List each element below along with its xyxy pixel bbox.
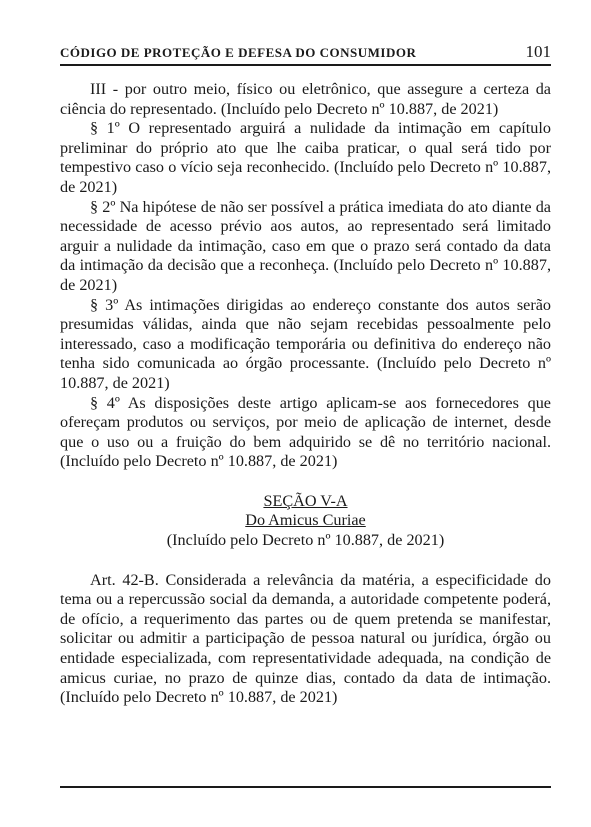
section-subheading: Do Amicus Curiae	[245, 511, 366, 530]
paragraph-art-42b: Art. 42-B. Considerada a relevância da matéria, a especificidade do tema ou a repercussão social da demanda, a autoridade competente poderá, de ofício, a requerimento das partes ou de quem pretenda se manifestar, solicitar ou admitir a participação de pessoa natural ou jurídica, órgão ou entidade especializada, com representatividade adequada, na condição de amicus curiae, no prazo de quinze dias, contado da data de intimação. (Incluído pelo Decreto nº 10.887, de 2021)	[60, 570, 551, 707]
paragraph-inciso-iii: III - por outro meio, físico ou eletrônico, que assegure a certeza da ciência do representado. (Incluído pelo Decreto nº 10.887, de 2021)	[60, 80, 551, 118]
paragraph-par-1: § 1º O representado arguirá a nulidade da intimação em capítulo preliminar do próprio ato que lhe caiba praticar, o qual será tido por tempestivo caso o vício seja reconhecido. (Incluído pelo Decreto nº 10.887, de 2021)	[60, 119, 551, 196]
page-header	[60, 42, 551, 62]
paragraph-par-2: § 2º Na hipótese de não ser possível a prática imediata do ato diante da necessidade de acesso prévio aos autos, ao representado será limitado arguir a nulidade da intimação, caso em que o prazo será contado da data da intimação da decisão que a reconheça. (Incluído pelo Decreto nº 10.887, de 2021)	[60, 197, 551, 294]
page-number: 101	[525, 42, 551, 61]
section-note: (Incluído pelo Decreto nº 10.887, de 2021)	[166, 531, 445, 550]
section-heading: SEÇÃO V-A	[263, 491, 348, 510]
paragraph-par-4: § 4º As disposições deste artigo aplicam-se aos fornecedores que ofereçam produtos ou serviços, por meio de aplicação de internet, desde que o uso ou a fruição do bem adquirido se dê no território nacional. (Incluído pelo Decreto nº 10.887, de 2021)	[60, 393, 551, 471]
page-body	[60, 80, 551, 708]
paragraph-par-3: § 3º As intimações dirigidas ao endereço constante dos autos serão presumidas válidas, ainda que não sejam recebidas pessoalmente pelo interessado, caso a modificação temporária ou definitiva do endereço não tenha sido comunicada ao órgão processante. (Incluído pelo Decreto nº 10.887, de 2021)	[60, 295, 551, 392]
spacer	[60, 551, 551, 571]
footer-rule	[60, 786, 551, 788]
running-header-title: CÓDIGO DE PROTEÇÃO E DEFESA DO CONSUMIDOR	[60, 45, 417, 60]
header-rule	[60, 64, 551, 66]
section-heading-block	[60, 492, 551, 551]
